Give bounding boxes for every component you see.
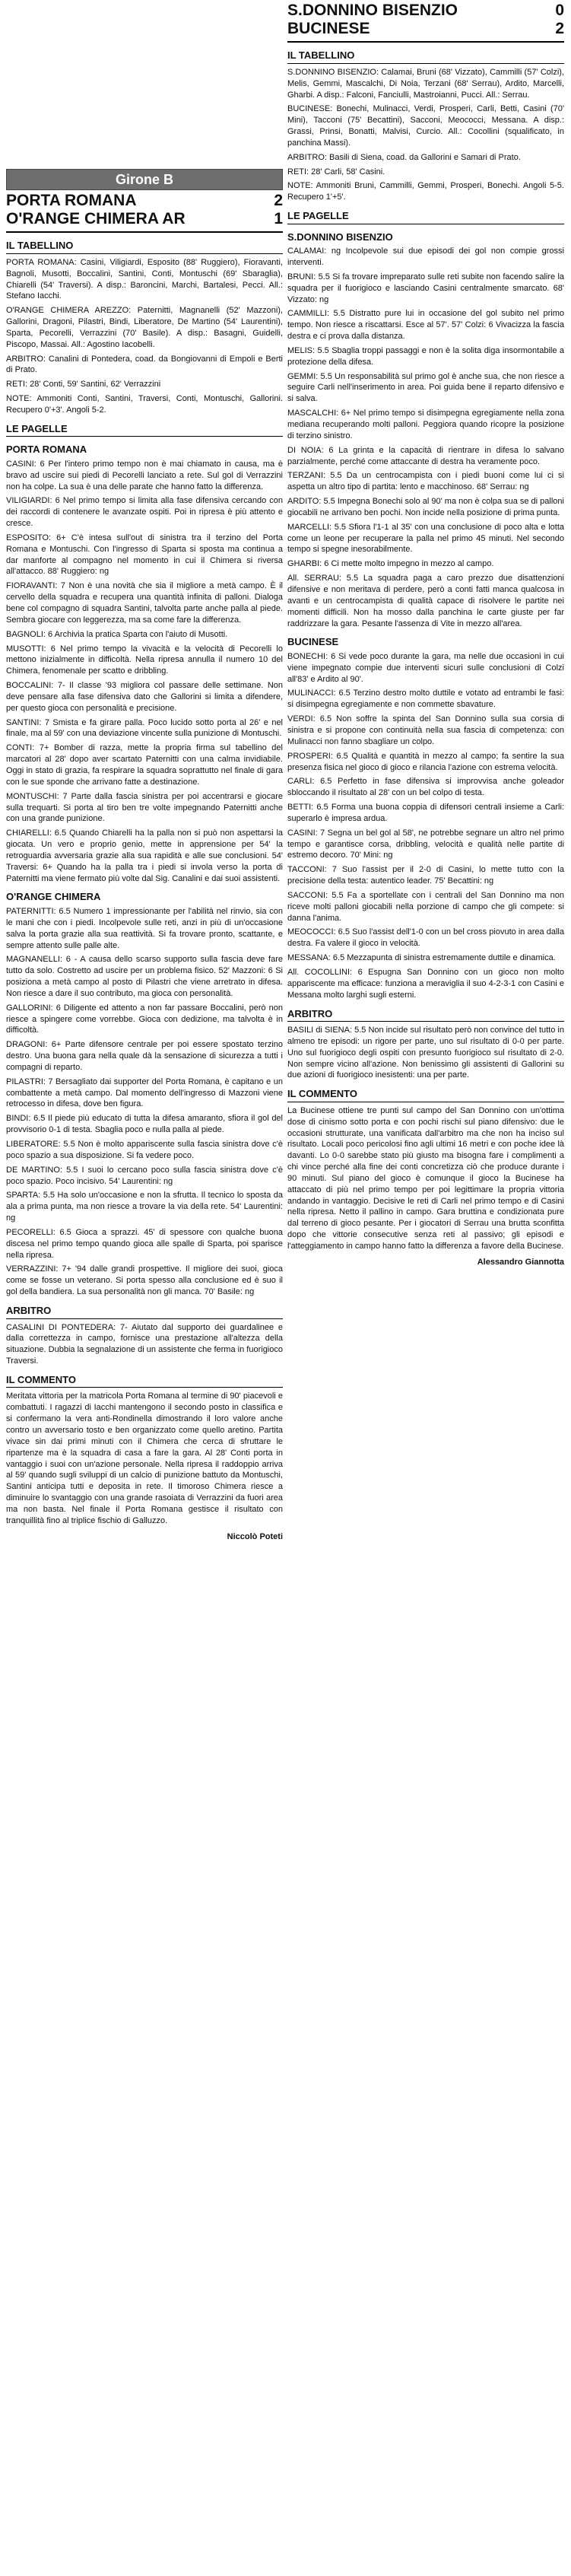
- home-team-heading: PORTA ROMANA: [6, 444, 87, 456]
- player-rating: BRUNI: 5.5 Si fa trovare impreparato sulle reti subite non facendo salire la squadra per il fuorigioco e lasciando Casini centralmente smarcato. 68' Vizzato: ng: [287, 272, 564, 304]
- player-rating: PROSPERI: 6.5 Qualità e quantità in mezzo al campo; fa sentire la sua presenza fisica nel gioco di gioco e rilancia l'azione con estrema velocità.: [287, 751, 564, 772]
- left-article: [6, 0, 283, 1542]
- player-rating: VERRAZZINI: 7+ '94 dalle grandi prospettive. Il migliore dei suoi, gioca come se fosse un veterano. Si porta spesso alla conclusione ed è suo il gol della bandiera. La sua personalità non gli manca. 70' Basile: ng: [6, 1264, 283, 1297]
- away-team-name: BUCINESE: [287, 20, 370, 38]
- match-header-2: [287, 20, 564, 38]
- right-article: [287, 0, 564, 1268]
- tabellino-heading: IL TABELLINO: [287, 49, 564, 64]
- coach-rating: All. COCOLLINI: 6 Espugna San Donnino con un gioco non molto appariscente ma efficace: funziona a meraviglia il suo 4-2-3-1 con Casini e Messana molto larghi sugli esterni.: [287, 968, 564, 1000]
- away-team-heading: BUCINESE: [287, 636, 339, 648]
- commento-heading: IL COMMENTO: [6, 1373, 283, 1388]
- divider: [6, 231, 283, 233]
- player-rating: BAGNOLI: 6 Archivia la pratica Sparta con l'aiuto di Musotti.: [6, 629, 228, 639]
- player-rating: BOCCALINI: 7- Il classe '93 migliora col passare delle settimane. Non deve pensare alla fase difensiva dato che Gallorini si limita a difendere, per questo gioca con personalità e precisione.: [6, 681, 283, 713]
- author-byline: Alessandro Giannotta: [477, 1257, 564, 1267]
- home-score: 2: [274, 192, 283, 209]
- tabellino-arbitro: ARBITRO: Basili di Siena, coad. da Gallorini e Samari di Prato.: [287, 152, 521, 162]
- home-score: 0: [555, 2, 564, 19]
- author-byline: Niccolò Poteti: [227, 1531, 283, 1541]
- player-rating: CAMMILLI: 5.5 Distratto pure lui in occasione del gol subito nel primo tempo. Non riesce a riscattarsi. Esce al 57'. 57' Colzi: 6 Vivacizza la fascia destra e ci prova dalla distanza.: [287, 309, 564, 342]
- player-rating: MARCELLI: 5.5 Sfiora l'1-1 al 35' con una conclusione di poco alta e lotta come un leone per recuperare la palla nel primo 45 minuti. Nel secondo tempo si spegne inesorabilmente.: [287, 522, 564, 555]
- player-rating: MASCALCHI: 6+ Nel primo tempo si disimpegna egregiamente nella zona mediana recuperando molti palloni. Peggiora quando ricopre la posizione di terzino sinistro.: [287, 409, 564, 440]
- match-header-2: [6, 210, 283, 228]
- player-rating: SPARTA: 5.5 Ha solo un'occasione e non la sfrutta. Il tecnico lo sposta da ala a prima punta, ma non riesce a trovare la via della rete. 54' Laurentini: ng: [6, 1191, 283, 1223]
- away-team-name: O'RANGE CHIMERA AR: [6, 210, 186, 228]
- player-rating: CONTI: 7+ Bomber di razza, mette la propria firma sul tabellino del marcatori al 28' dopo aver scartato Paternitti con una calma invidiabile. Oggi in stato di grazia, fa respirare la squadra soprattutto nel finale di gara con le sue sponde che arrivano fatte a destinazione.: [6, 743, 283, 787]
- commento-heading: IL COMMENTO: [287, 1087, 564, 1102]
- player-rating: CHIARELLI: 6.5 Quando Chiarelli ha la palla non si può non aspettarsi la giocata. Un vero e proprio genio, mette in apprensione per 54' la retroguardia avversaria grazie alla sua rapidità e alle sue conclusioni. 54' Traversi: 6+ Quando ha la palla tra i piedi si invola verso la porta di Paternitti ma viene fermato più volte dal Sig. Canalini e dai suoi assistenti.: [6, 828, 283, 883]
- player-rating: TERZANI: 5.5 Da un centrocampista con i piedi buoni come lui ci si aspetta un altro tipo di partita: lento e macchinoso. 68' Serrau: ng: [287, 471, 564, 492]
- player-rating: ARDITO: 5.5 Impegna Bonechi solo al 90' ma non è colpa sua se di palloni giocabili ne arrivano ben pochi. Non incide nella posizione di prima punta.: [287, 497, 564, 517]
- player-rating: VILIGIARDI: 6 Nel primo tempo si limita alla fase difensiva cercando con dei raccordi di contenere le avanzate ospiti. Poi in ripresa è più attento e cresce.: [6, 496, 283, 529]
- player-rating: GALLORINI: 6 Diligente ed attento a non far passare Boccalini, però non riesce a spingere come vorrebbe. Gioca con dedizione, ma talvolta è in difficoltà.: [6, 1003, 283, 1035]
- tabellino-block: [287, 67, 564, 203]
- match-header-1: [6, 192, 283, 210]
- player-rating: GEMMI: 5.5 Un responsabilità sul primo gol è anche sua, che non riesce a seguire Carli nell'inserimento in area. Poi guida bene il reparto difensivo e si salva.: [287, 371, 564, 404]
- player-rating: SANTINI: 7 Smista e fa girare palla. Poco lucido sotto porta al 26' e nel finale, ma al 59' con una deviazione vincente sulla punizione di Montuschi.: [6, 717, 283, 739]
- player-rating: FIORAVANTI: 7 Non è una novità che sia il migliore a metà campo. È il cervello della squadra e recupera una quantità infinita di palloni. Dialoga bene col compagno di squadra Santini, talvolta parte anche palla al piede. Sembra giocare con leggerezza, ma sa come fare la differenza.: [6, 581, 283, 625]
- commento-text: Meritata vittoria per la matricola Porta Romana al termine di 90' piacevoli e combattuti. I ragazzi di Iacchi mantengono il secondo posto in classifica e si confermano la vera anti-Rondinella dimostrando il loro valore anche contro un avversario tosto e ben organizzato come quello aretino. Partita vivace sin dai primi minuti con il Chimera che cerca di sfruttare le ripartenze ma è la squadra di casa a fare la gara. Al 28' Conti porta in vantaggio i suoi con un'azione personale. Nella ripresa il raddoppio arriva al 59' quando sugli sviluppi di un calcio di punizione battuto da Montuschi, Santini anticipa tutti e deposita in rete. Il timoroso Chimera riesce a diminuire lo svantaggio con una grande rasoiata di Verrazzini da fuori area ma non basta. Nel finale il Porta Romana gestisce il risultato con tranquillità fino al triplice fischio di Galluzzo.: [6, 1391, 283, 1525]
- player-rating: CASINI: 7 Segna un bel gol al 58', ne potrebbe segnare un altro nel primo tempo e garantisce corsa, dribbling, velocità e qualità nelle partite di estremo decoro. 70' Mini: ng: [287, 828, 564, 860]
- player-rating: LIBERATORE: 5.5 Non è molto appariscente sulla fascia sinistra dove c'è poco spazio a sua disposizione. Si fa vedere poco.: [6, 1140, 283, 1160]
- tabellino-reti: RETI: 28' Conti, 59' Santini, 62' Verrazzini: [6, 380, 161, 390]
- player-rating: BETTI: 6.5 Forma una buona coppia di difensori centrali insieme a Carli: superarlo è impresa ardua.: [287, 803, 564, 823]
- away-ratings: [6, 906, 283, 1298]
- divider: [287, 41, 564, 43]
- tabellino-note: NOTE: Ammoniti Bruni, Cammilli, Gemmi, Prosperi, Bonechi. Angoli 5-5. Recupero 1'+5'.: [287, 181, 564, 202]
- player-rating: PECORELLI: 6.5 Gioca a sprazzi. 45' di spessore con qualche buona discesa nel primo tempo quando gioca alle spalle di Sparta, poi sparisce nella ripresa.: [6, 1227, 283, 1260]
- home-team-name: PORTA ROMANA: [6, 192, 137, 209]
- player-rating: ESPOSITO: 6+ C'è intesa sull'out di sinistra tra il terzino del Porta Romana e Montuschi. Con l'ingresso di Sparta si sposta ma continua a dar manforte al compagno nel momento in cui il Chimera si riversa all'attacco. 88' Ruggiero: ng: [6, 533, 283, 577]
- home-team-name: S.DONNINO BISENZIO: [287, 2, 458, 19]
- player-rating: MONTUSCHI: 7 Parte dalla fascia sinistra per poi accentrarsi e giocare sulla trequarti. Si porta al tiro ben tre volte impegnando Paternitti anche con una grande punizione.: [6, 791, 283, 824]
- player-rating: GHARBI: 6 Ci mette molto impegno in mezzo al campo.: [287, 559, 494, 569]
- away-ratings: [287, 651, 564, 1001]
- player-rating: PATERNITTI: 6.5 Numero 1 impressionante per l'abilità nel rinvio, sia con le mani che con i piedi. Incolpevole sulle reti, anzi in più di un'occasione salva la porta grazie alla sua reattività. Si fa trovare pronto, scattante, e sempre attento sulle palle alte.: [6, 906, 283, 950]
- player-rating: MULINACCI: 6.5 Terzino destro molto duttile e votato ad entrambi le fasi: si disimpegna egregiamente e non commette sbavature.: [287, 689, 564, 710]
- pagelle-heading: LE PAGELLE: [287, 209, 564, 224]
- away-score: 2: [555, 20, 564, 38]
- player-rating: MELIS: 5.5 Sbaglia troppi passaggi e non è la solita diga insormontabile a protezione della difesa.: [287, 345, 564, 367]
- player-rating: BINDI: 6.5 Il piede più educato di tutta la difesa amaranto, sfiora il gol del provvisorio 0-1 di testa. Sbaglia poco e nulla palla al piede.: [6, 1114, 283, 1135]
- tabellino-home: PORTA ROMANA: Casini, Viligiardi, Esposito (88' Ruggiero), Fioravanti, Bagnoli, Musotti, Boccalini, Santini, Conti, Montuschi (69' Sbaraglia), Chiarelli (54' Traversi). A disp.: Baroncini, Marchi, Bartalesi, Pecci. All.: Stefano Iacchi.: [6, 257, 283, 301]
- home-ratings: [6, 459, 283, 885]
- commento-text: La Bucinese ottiene tre punti sul campo del San Donnino con un'ottima dose di cinismo sotto porta e con pochi rischi sul piano difensivo: due le occasioni strutturate, una vanificata dall'arbitro ma che non ha inciso sul risultato. Locali poco pericolosi fino agli ultimi 16 metri e con poche idee là davanti. Lo 0-0 sarebbe stato più giusto ma bisogna fare i complimenti a chi vince perché alla fine dei conti concretizza ciò che produce durante i 90 minuti. Sul piano del gioco è comunque il gioco la Bucinese ha attaccato di più nel primo tempo per poi legittimare la propria vittoria andando in vantaggio. Decisive le reti di Carli nel primo tempo e di Casini nella ripresa. Netto il pallino in campo. Gara bruttina e condizionata pure dal terreno di gioco pesante. Per i giocatori di Serrau una brutta sconfitta dopo che vittorie consecutive senza reti al passivo; gli episodi e l'atteggiamento in campo hanno fatto la differenza a favore della Bucinese.: [287, 1105, 564, 1251]
- player-rating: MESSANA: 6.5 Mezzapunta di sinistra estremamente duttile e dinamica.: [287, 953, 556, 963]
- player-rating: MUSOTTI: 6 Nel primo tempo la vivacità e la velocità di Pecorelli lo mettono inizialmente in difficoltà. Nella ripresa annulla il numero 10 del Chimera, fenomenale per scatto e dribbling.: [6, 644, 283, 676]
- tabellino-arbitro: ARBITRO: Canalini di Pontedera, coad. da Bongiovanni di Empoli e Berti di Prato.: [6, 354, 283, 375]
- tabellino-note: NOTE: Ammoniti Conti, Santini, Traversi, Conti, Montuschi, Gallorini. Recupero 0'+3'. Angoli 5-2.: [6, 394, 283, 415]
- tabellino-heading: IL TABELLINO: [6, 239, 283, 254]
- player-rating: MEOCOCCI: 6.5 Suo l'assist dell'1-0 con un bel cross piovuto in area dalla destra. Fa valere il gioco in velocità.: [287, 927, 564, 949]
- arbitro-rating: CASALINI DI PONTEDERA: 7- Aiutato dal supporto dei guardalinee e dalla correttezza in campo, fornisce una prestazione all'altezza della situazione. Dubbia la segnalazione di un assistente che ferma in fuorigioco Traversi.: [6, 1322, 283, 1366]
- player-rating: MAGNANELLI: 6 - A causa dello scarso supporto sulla fascia deve fare tutto da solo. Costretto ad uscire per un problema fisico. 52' Mazzoni: 6 Si posiziona a metà campo al posto di Pilastri che viene arretrato in difesa. Non riesce a dare il suo contributo, ma gioca con personalità.: [6, 955, 283, 998]
- tabellino-home: S.DONNINO BISENZIO: Calamai, Bruni (68' Vizzato), Cammilli (57' Colzi), Melis, Gemmi, Mascalchi, Di Noia, Terzani (68' Serrau), Ardito, Marcelli, Gharbi. A disp.: Falconi, Fanciulli, Mastroianni, Pucci. All.: Serrau.: [287, 67, 564, 100]
- girone-banner: Girone B: [6, 169, 283, 190]
- player-rating: CARLI: 6.5 Perfetto in fase difensiva si improvvisa anche goleador sbloccando il risultato al 28' con un bel colpo di testa.: [287, 777, 564, 798]
- player-rating: BONECHI: 6 Si vede poco durante la gara, ma nelle due occasioni in cui viene impegnato compie due interventi sicuri sulle conclusioni di Colzi all'83' e Ardito al 90'.: [287, 651, 564, 684]
- home-ratings: [287, 246, 564, 629]
- pagelle-heading: LE PAGELLE: [6, 422, 283, 437]
- coach-rating: All. SERRAU: 5.5 La squadra paga a caro prezzo due disattenzioni difensive e non meritava di perdere, però a conti fatti manca qualcosa in avanti e un centrocampista di qualità capace di risolvere le partite nei momenti difficili. Non ha mosso dalla panchina le carte giuste per far raddrizzare la gara. Pesante l'assenza di Vite in mezzo all'area.: [287, 574, 564, 628]
- tabellino-block: [6, 257, 283, 416]
- match-header-1: [287, 2, 564, 20]
- away-score: 1: [274, 210, 283, 228]
- arbitro-heading: ARBITRO: [6, 1304, 283, 1319]
- tabellino-away: O'RANGE CHIMERA AREZZO: Paternitti, Magnanelli (52' Mazzoni), Gallorini, Dragoni, Pilastri, Bindi, Liberatore, De Martino (54' Laurentini), Sparta, Pecorelli, Verrazzini (70' Basile). A disp.: Basagni, Guidelli, Piscopo, Massai. All.: Agostino Iacobelli.: [6, 306, 283, 349]
- player-rating: SACCONI: 5.5 Fa a sportellate con i centrali del San Donnino ma non riceve molti palloni giocabili nella porzione di campo che gli compete: si danna l'anima.: [287, 890, 564, 923]
- player-rating: PILASTRI: 7 Bersagliato dai supporter del Porta Romana, è capitano e un combattente a metà campo. Dal momento dell'ingresso di Mazzoni viene retrocesso in difesa, dove ben figura.: [6, 1077, 283, 1109]
- player-rating: DRAGONI: 6+ Parte difensore centrale per poi essere spostato terzino destro. Una buona gara nella quale dà la sensazione di sicurezza a tutti i compagni di reparto.: [6, 1040, 283, 1072]
- player-rating: TACCONI: 7 Suo l'assist per il 2-0 di Casini, lo mette tutto con la precisione della testa: autentico leader. 75' Becattini: ng: [287, 865, 564, 886]
- player-rating: DI NOIA: 6 La grinta e la capacità di rientrare in difesa lo salvano parzialmente, perché come attaccante di destra ha veramente poco.: [287, 445, 564, 466]
- player-rating: VERDI: 6.5 Non soffre la spinta del San Donnino sulla sua corsia di sinistra e si propone con continuità nella sua fascia di competenza: con Mulinacci non fanno sbagliare un colpo.: [287, 714, 564, 746]
- tabellino-away: BUCINESE: Bonechi, Mulinacci, Verdi, Prosperi, Carli, Betti, Casini (70' Mini), Tacconi (75' Becattini), Sacconi, Meococci, Messana. A disp.: Grassi, Prinsi, Bonatti, Malvisi, Curcio. All.: Cocollini (squalificato, in panchina Massi).: [287, 104, 564, 148]
- player-rating: CALAMAI: ng Incolpevole sui due episodi dei gol non compie grossi interventi.: [287, 246, 564, 268]
- tabellino-reti: RETI: 28' Carli, 58' Casini.: [287, 167, 385, 177]
- arbitro-rating: BASILI di SIENA: 5.5 Non incide sul risultato però non convince del tutto in almeno tre episodi: un rigore per parte, uno sul risultato di 0-0 per parte. Uno sul fuorigioco degli ospiti con presunto fuorigioco sul risultato di 2-0. Non sempre vicino all'azione. Non benissimo gli assistenti di Gallorini su due azioni di fuorigioco inesistenti: una per parte.: [287, 1026, 564, 1080]
- player-rating: DE MARTINO: 5.5 I suoi lo cercano poco sulla fascia sinistra dove c'è poco spazio. Poco incisivo. 54' Laurentini: ng: [6, 1165, 283, 1186]
- player-rating: CASINI: 6 Per l'intero primo tempo non è mai chiamato in causa, ma è bravo ad uscire sui piedi di Pecorelli lanciato a rete. Sul gol di Verrazzini non ha colpe. La sua è una delle parate che hanno fatto la differenza.: [6, 459, 283, 491]
- home-team-heading: S.DONNINO BISENZIO: [287, 231, 393, 243]
- away-team-heading: O'RANGE CHIMERA: [6, 891, 101, 903]
- arbitro-heading: ARBITRO: [287, 1007, 564, 1022]
